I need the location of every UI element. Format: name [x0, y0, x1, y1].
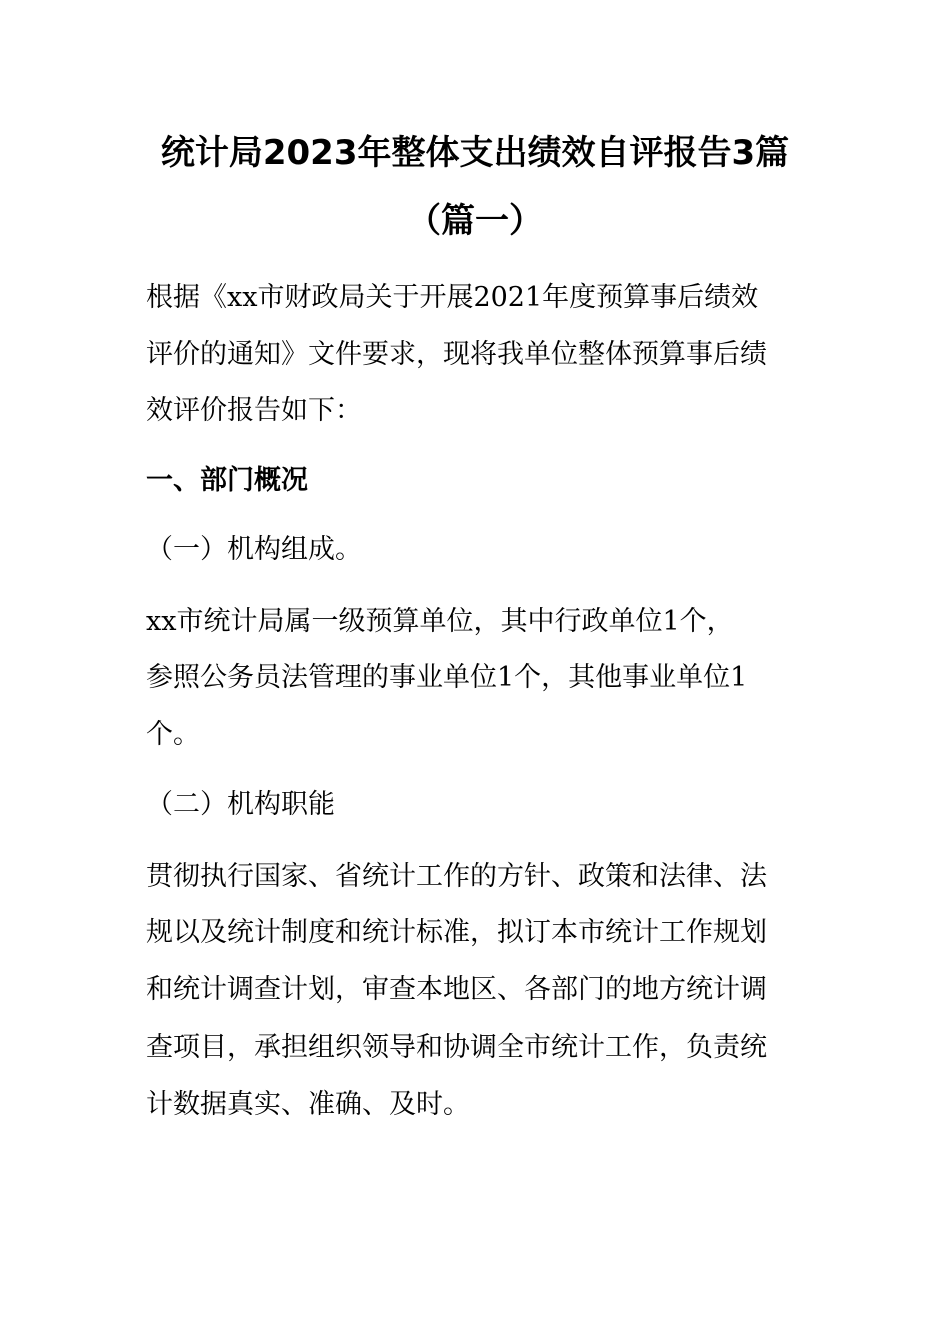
- sub2-line-5: 计数据真实、准确、及时。: [146, 1089, 470, 1120]
- document-title: 统计局2023年整体支出绩效自评报告3篇: [160, 133, 790, 173]
- subsection-heading-2: （二）机构职能: [146, 789, 335, 820]
- sub2-line-1: 贯彻执行国家、省统计工作的方针、政策和法律、法: [146, 861, 767, 892]
- intro-line-3: 效评价报告如下：: [146, 395, 362, 426]
- sub1-line-1: xx市统计局属一级预算单位，其中行政单位1个，: [146, 606, 734, 637]
- sub1-line-3: 个。: [146, 719, 200, 750]
- sub2-line-3: 和统计调查计划，审查本地区、各部门的地方统计调: [146, 974, 767, 1005]
- subsection-heading-1: （一）机构组成。: [146, 534, 362, 565]
- document-subtitle: （篇一）: [407, 201, 543, 241]
- intro-line-1: 根据《xx市财政局关于开展2021年度预算事后绩效: [146, 282, 759, 313]
- sub2-line-4: 查项目，承担组织领导和协调全市统计工作，负责统: [146, 1032, 767, 1063]
- sub2-line-2: 规以及统计制度和统计标准，拟订本市统计工作规划: [146, 917, 767, 948]
- intro-line-2: 评价的通知》文件要求，现将我单位整体预算事后绩: [146, 339, 767, 370]
- sub1-line-2: 参照公务员法管理的事业单位1个，其他事业单位1: [146, 662, 748, 693]
- section-heading-1: 一、部门概况: [146, 465, 308, 496]
